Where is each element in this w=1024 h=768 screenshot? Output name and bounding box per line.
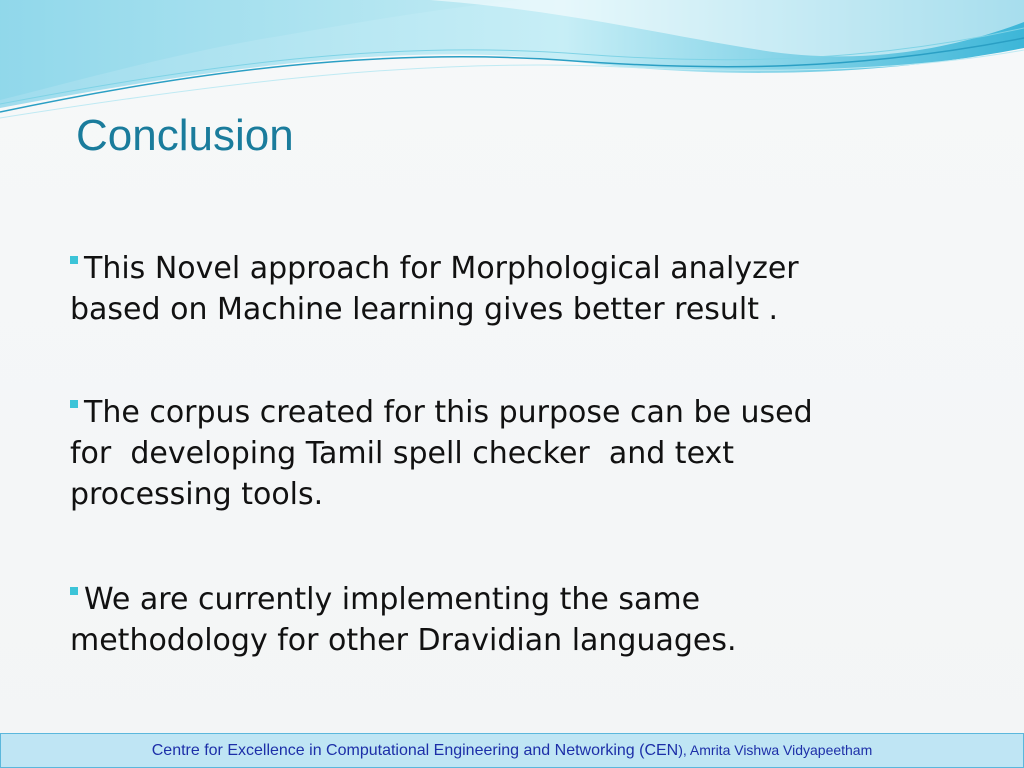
footer-bar — [0, 733, 1024, 768]
square-bullet-icon — [70, 400, 78, 408]
bullet-item — [70, 579, 737, 661]
bullet-text: The corpus created for this purpose can be used for developing Tamil spell checker and text processing tools. — [70, 395, 813, 512]
square-bullet-icon — [70, 256, 78, 264]
footer-institution-text: Centre for Excellence in Computational Engineering and Networking (CEN — [151, 742, 679, 759]
bullet-item — [70, 392, 813, 515]
square-bullet-icon — [70, 587, 78, 595]
bullet-text: This Novel approach for Morphological analyzer based on Machine learning gives better result . — [70, 251, 799, 327]
bullet-item — [70, 248, 799, 330]
bullet-text: We are currently implementing the same methodology for other Dravidian languages. — [70, 582, 737, 658]
footer-university-text: ), Amrita Vishwa Vidyapeetham — [678, 742, 873, 758]
slide-title: Conclusion — [76, 111, 294, 160]
